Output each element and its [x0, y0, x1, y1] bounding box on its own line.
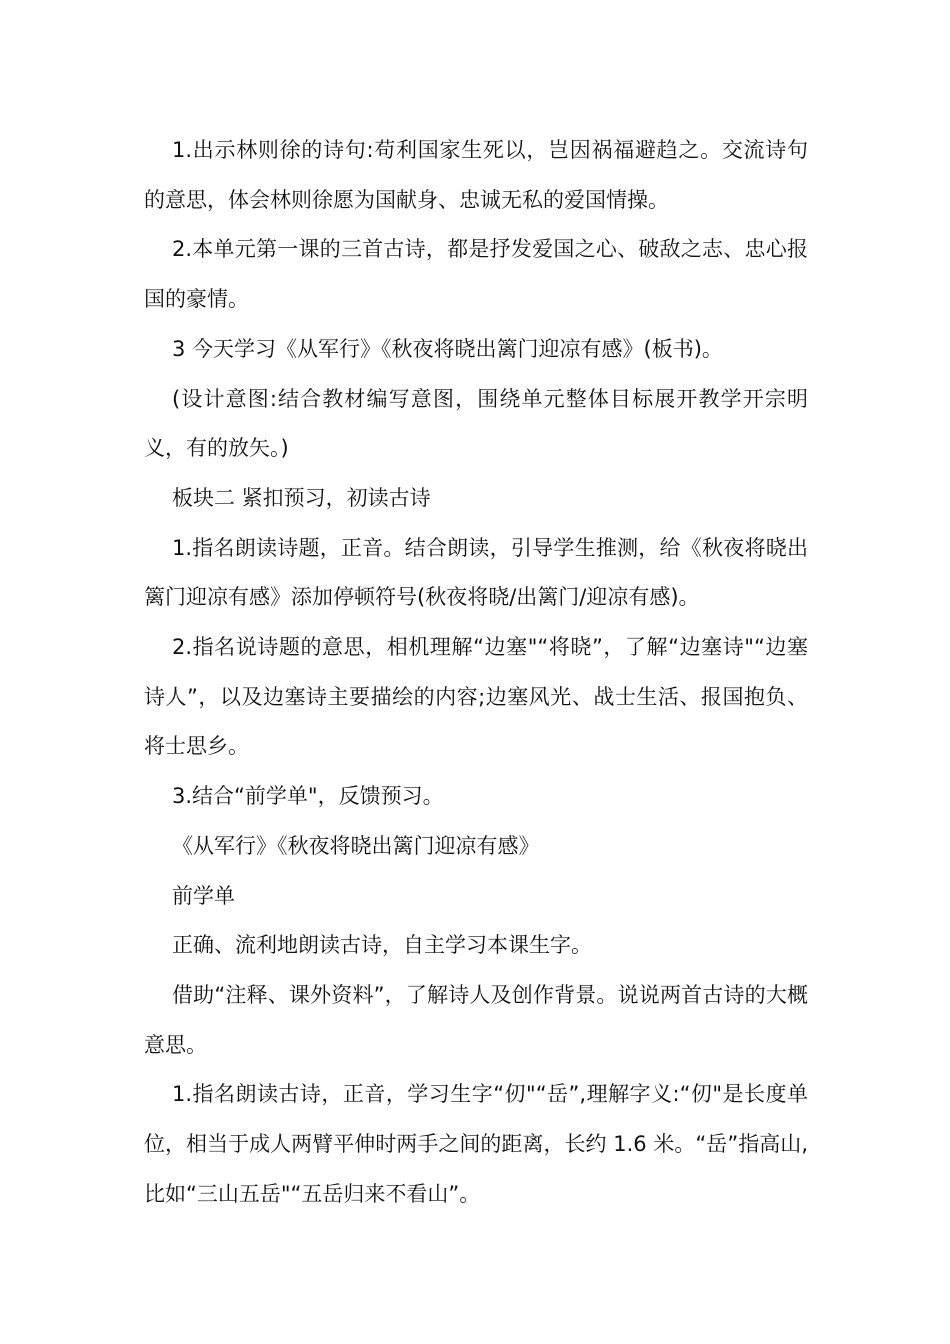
- section-heading-block-two: 板块二 紧扣预习，初读古诗: [172, 485, 431, 510]
- paragraph-preview-feedback: 3.结合“前学单"，反馈预习。: [172, 784, 444, 809]
- worksheet-item-read: 正确、流利地朗读古诗，自主学习本课生字。: [172, 933, 592, 958]
- paragraph-lin-zexu-poem: 1.出示林则徐的诗句:苟利国家生死以，岂因祸福避趋之。交流诗句的意思，体会林则徐愿为国献身、忠诚无私的爱国情操。: [144, 138, 808, 212]
- document-body: [144, 126, 808, 1219]
- paragraph-today-study: 3 今天学习《从军行》《秋夜将晓出篱门迎凉有感》(板书)。: [172, 336, 723, 361]
- paragraph-explain-title: 2.指名说诗题的意思，相机理解“边塞"“将晓”，了解“边塞诗"“边塞诗人”，以及边塞诗主要描绘的内容;边塞风光、战士生活、报国抱负、将士思乡。: [144, 635, 808, 759]
- paragraph-unit-first-lesson: 2.本单元第一课的三首古诗，都是抒发爱国之心、破敌之志、忠心报国的豪情。: [144, 237, 808, 312]
- paragraph-new-characters: 1.指名朗读古诗，正音，学习生字“仞"“岳”,理解字义:“仞"是长度单位，相当于成人两臂平伸时两手之间的距离，长约 1.6 米。“岳”指高山,比如“三山五岳"“五岳归来不看山”。: [144, 1082, 808, 1206]
- worksheet-item-background: 借助“注释、课外资料”，了解诗人及创作背景。说说两首古诗的大概意思。: [144, 982, 808, 1057]
- worksheet-title: 《从军行》《秋夜将晓出篱门迎凉有感》: [172, 833, 540, 858]
- worksheet-subtitle: 前学单: [172, 883, 235, 908]
- paragraph-design-intent: (设计意图:结合教材编写意图，围绕单元整体目标展开教学开宗明义，有的放矢。): [144, 386, 808, 461]
- paragraph-read-title: 1.指名朗读诗题，正音。结合朗读，引导学生推测，给《秋夜将晓出篱门迎凉有感》添加停顿符号(秋夜将晓/出篱门/迎凉有感)。: [144, 535, 808, 610]
